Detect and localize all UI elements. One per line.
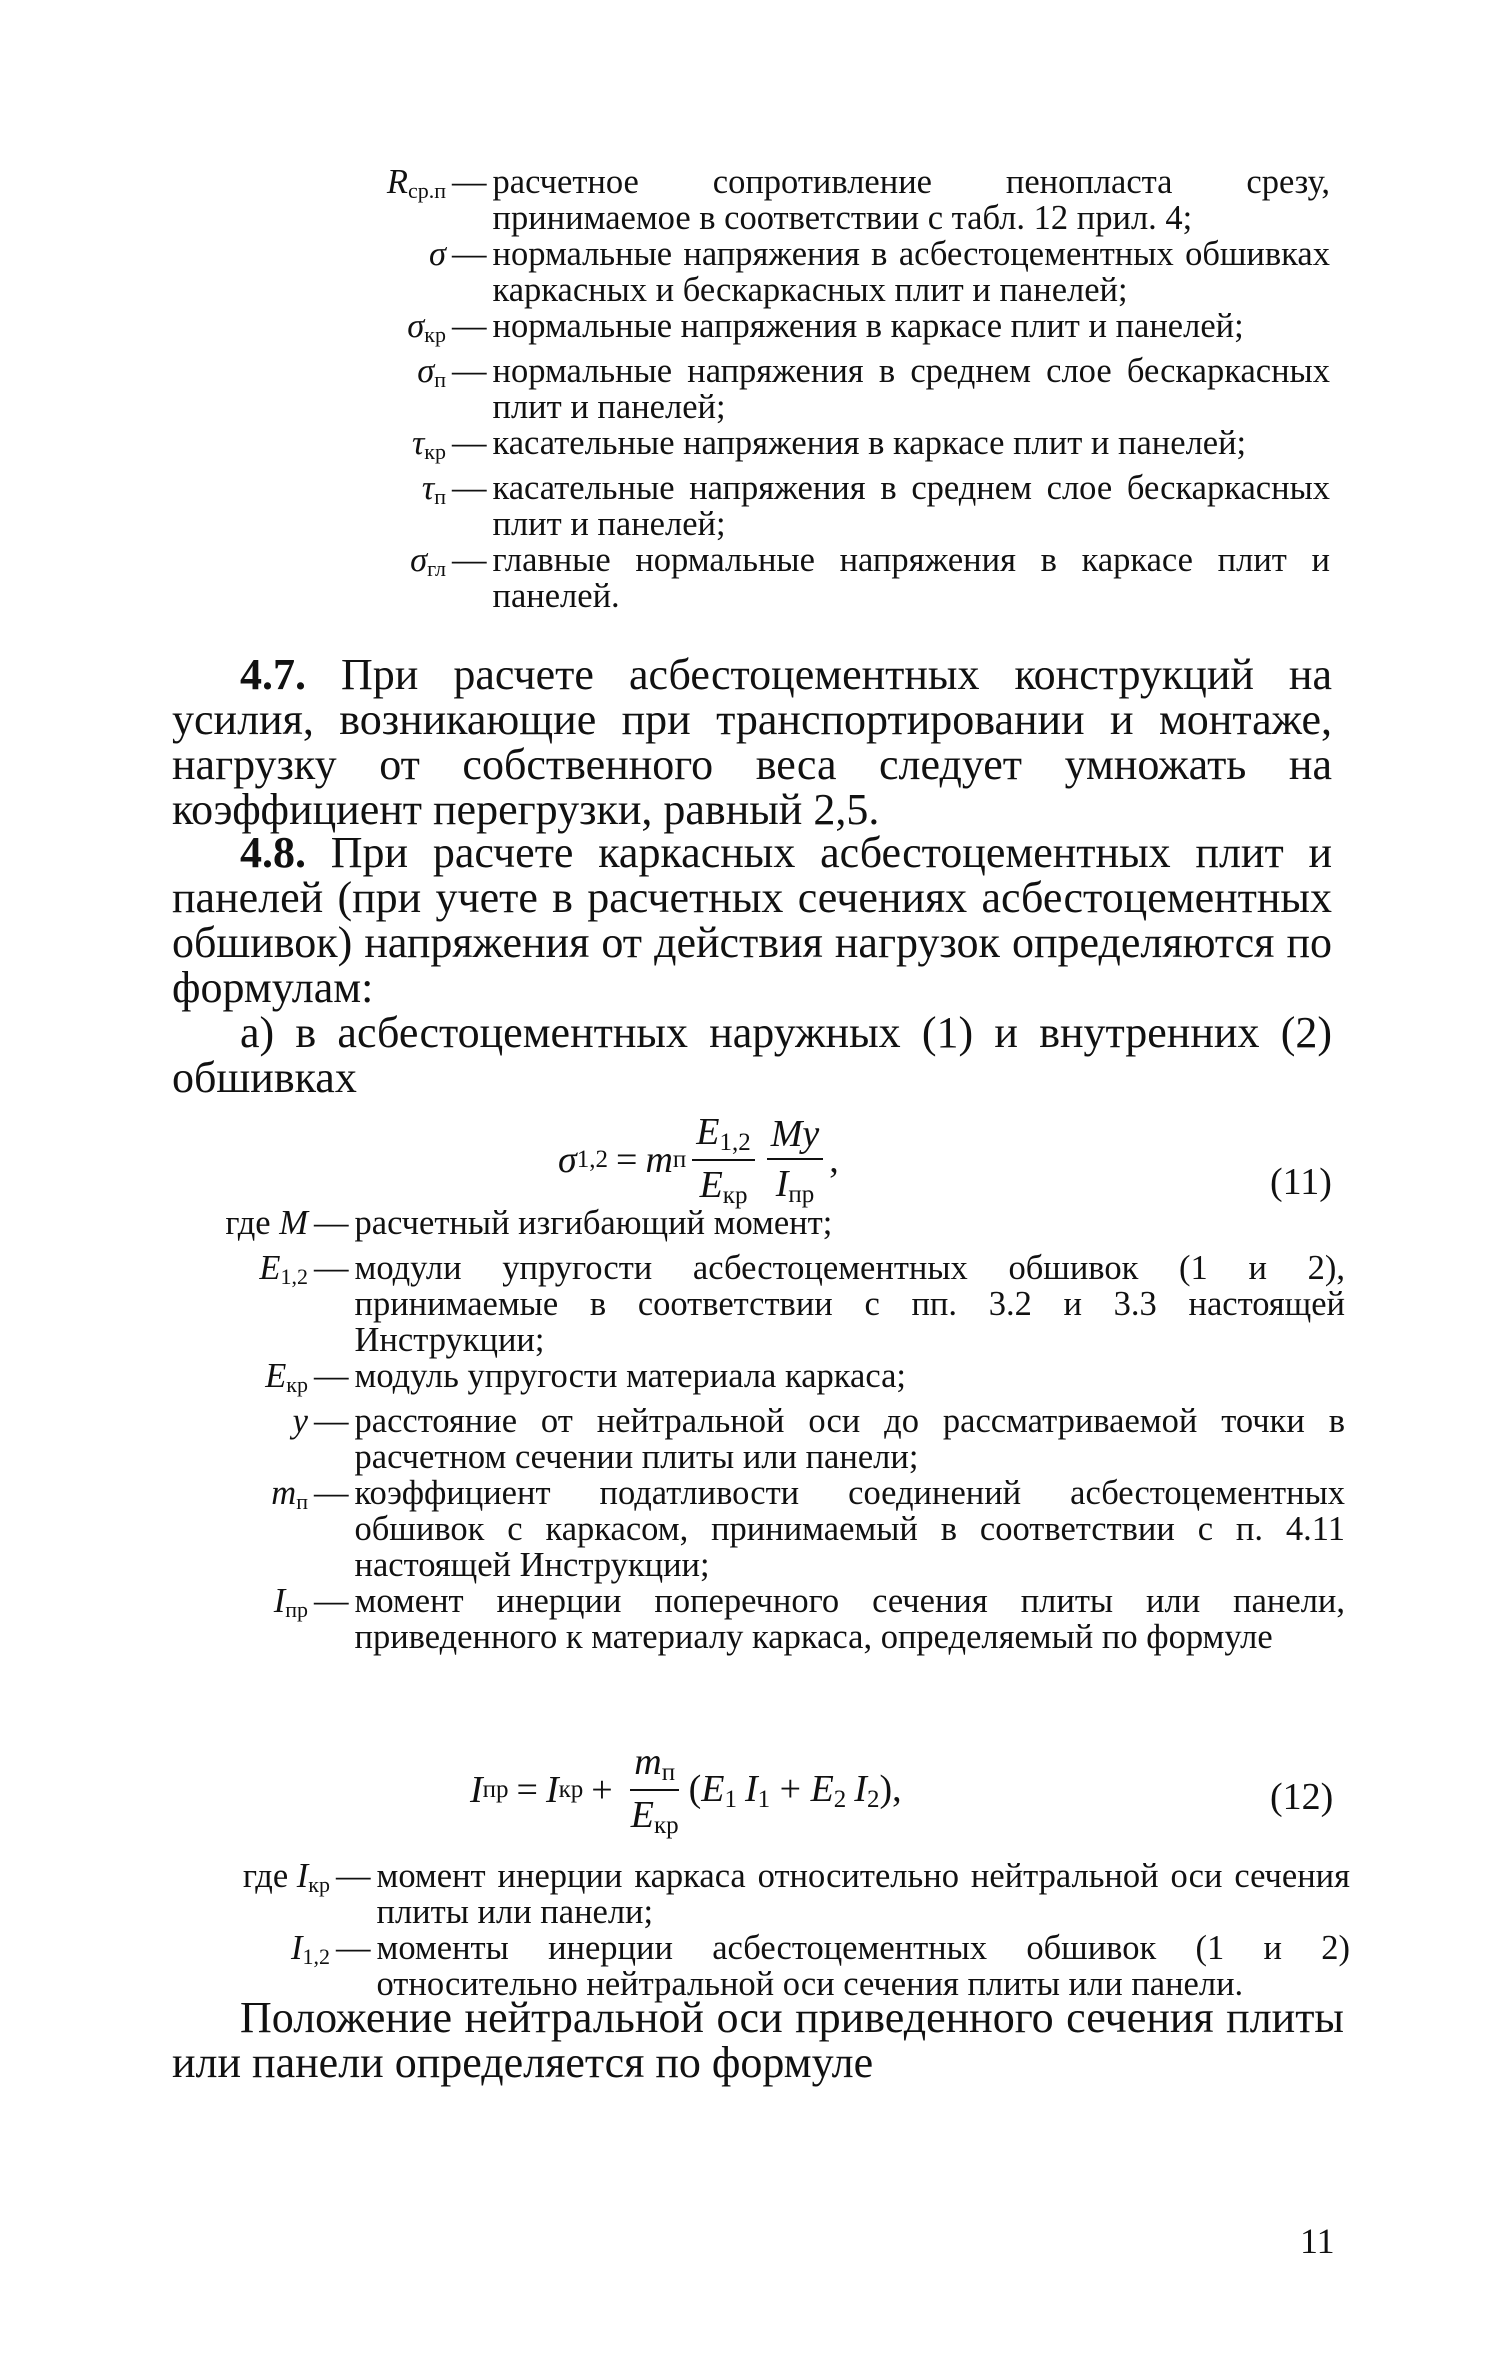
definition-item: $\sigma_{кр}$ — нормальные напряжения в каркасе плит и панелей; bbox=[320, 308, 1330, 353]
paragraph-final: Положение нейтральной оси приведенного сечения плиты или панели определяется по формуле bbox=[172, 1993, 1344, 2087]
formula-12: I пр = I кр + $\frac{m_п}{E_{кр}}$ ($E_1$ $I_1 + E_2$ $I_2$), bbox=[470, 1741, 902, 1839]
formula-number: (11) bbox=[1270, 1161, 1332, 1203]
symbol-definitions-top bbox=[320, 164, 1330, 614]
section-number: 4.8. bbox=[240, 828, 306, 877]
definition-item: $m_п$ — коэффициент податливости соединений асбестоцементных обшивок с каркасом, принимаемый в соответствии с п. 4.11 настоящей Инструкции; bbox=[271, 1474, 1345, 1584]
definition-item: $\sigma_{гл}$ — главные нормальные напряжения в каркасе плит и панелей. bbox=[410, 541, 1330, 615]
definition-item: где M — расчетный изгибающий момент; bbox=[170, 1205, 1345, 1250]
definition-text: нормальные напряжения в среднем слое бескаркасных плит и панелей; bbox=[492, 352, 1330, 426]
definition-text: моменты инерции асбестоцементных обшивок (1 и 2) относительно нейтральной оси сечения плиты или панели. bbox=[376, 1929, 1350, 2003]
definition-text: модули упругости асбестоцементных обшивок (1 и 2), принимаемые в соответствии с пп. 3.2 и 3.3 настоящей Инструкции; bbox=[354, 1249, 1345, 1359]
definition-item: $R_{ср.п}$ — расчетное сопротивление пенопласта срезу, принимаемое в соответствии с табл. 12 прил. 4; bbox=[386, 163, 1330, 237]
paragraph-4-7 bbox=[172, 652, 1332, 832]
paragraph-4-8 bbox=[172, 830, 1332, 1010]
definition-item: $I_{пр}$ — момент инерции поперечного сечения плиты или панели, приведенного к материалу каркаса, определяемый по формуле bbox=[273, 1582, 1345, 1656]
definition-text: нормальные напряжения в каркасе плит и панелей; bbox=[492, 307, 1244, 345]
definition-item: $\tau_п$ — касательные напряжения в среднем слое бескаркасных плит и панелей; bbox=[421, 469, 1330, 543]
definition-item: y — расстояние от нейтральной оси до рассматриваемой точки в расчетном сечении плиты или панели; bbox=[292, 1402, 1345, 1476]
definition-item: σ — нормальные напряжения в асбестоцементных обшивках каркасных и бескаркасных плит и панелей; bbox=[428, 235, 1330, 309]
definition-text: касательные напряжения в среднем слое бескаркасных плит и панелей; bbox=[492, 469, 1330, 543]
symbol-definitions-bottom bbox=[170, 1858, 1350, 2002]
list-item-a: а) в асбестоцементных наружных (1) и внутренних (2) обшивках bbox=[172, 1008, 1332, 1102]
definition-text: расчетный изгибающий момент; bbox=[354, 1204, 833, 1242]
definition-text: момент инерции поперечного сечения плиты или панели, приведенного к материалу каркаса, определяемый по формуле bbox=[354, 1582, 1345, 1656]
definition-text: момент инерции каркаса относительно нейтральной оси сечения плиты или панели; bbox=[376, 1857, 1350, 1931]
definition-text: расстояние от нейтральной оси до рассматриваемой точки в расчетном сечении плиты или панели; bbox=[354, 1402, 1345, 1476]
paragraph-text: При расчете асбестоцементных конструкций на усилия, возникающие при транспортировании и монтаже, нагрузку от собственного веса следует умножать на коэффициент перегрузки, равный 2,5. bbox=[172, 650, 1333, 834]
definition-text: расчетное сопротивление пенопласта срезу, принимаемое в соответствии с табл. 12 прил. 4; bbox=[492, 163, 1330, 237]
symbol-definitions-middle bbox=[170, 1205, 1345, 1655]
paragraph-text: При расчете каркасных асбестоцементных плит и панелей (при учете в расчетных сечениях асбестоцементных обшивок) напряжения от действия нагрузок определяются по формулам: bbox=[172, 828, 1332, 1012]
definition-text: главные нормальные напряжения в каркасе плит и панелей. bbox=[492, 541, 1330, 615]
definition-item: $I_{1,2}$ — моменты инерции асбестоцементных обшивок (1 и 2) относительно нейтральной оси сечения плиты или панели. bbox=[291, 1929, 1350, 2003]
definition-text: модуль упругости материала каркаса; bbox=[354, 1357, 906, 1395]
definition-item: $E_{кр}$ — модуль упругости материала каркаса; bbox=[170, 1358, 1345, 1403]
formula-11: σ 1,2 = m п $\frac{E_{1,2}}{E_{кр}}$ $\frac{My}{I_{пр}}$ , bbox=[558, 1111, 839, 1209]
page-number: 11 bbox=[1300, 2221, 1335, 2261]
definition-text: коэффициент податливости соединений асбестоцементных обшивок с каркасом, принимаемый в соответствии с п. 4.11 настоящей Инструкции; bbox=[354, 1474, 1345, 1584]
formula-number: (12) bbox=[1270, 1776, 1334, 1818]
definition-text: касательные напряжения в каркасе плит и панелей; bbox=[492, 424, 1247, 462]
section-number: 4.7. bbox=[240, 650, 306, 699]
definition-item: $\sigma_п$ — нормальные напряжения в среднем слое бескаркасных плит и панелей; bbox=[417, 352, 1330, 426]
definition-item: $E_{1,2}$ — модули упругости асбестоцементных обшивок (1 и 2), принимаемые в соответствии с пп. 3.2 и 3.3 настоящей Инструкции; bbox=[259, 1249, 1345, 1359]
definition-text: нормальные напряжения в асбестоцементных обшивках каркасных и бескаркасных плит и панелей; bbox=[492, 235, 1330, 309]
definition-item: $\tau_{кр}$ — касательные напряжения в каркасе плит и панелей; bbox=[320, 425, 1330, 470]
definition-item: где $I_{кр}$ — момент инерции каркаса относительно нейтральной оси сечения плиты или панели; bbox=[242, 1857, 1350, 1931]
